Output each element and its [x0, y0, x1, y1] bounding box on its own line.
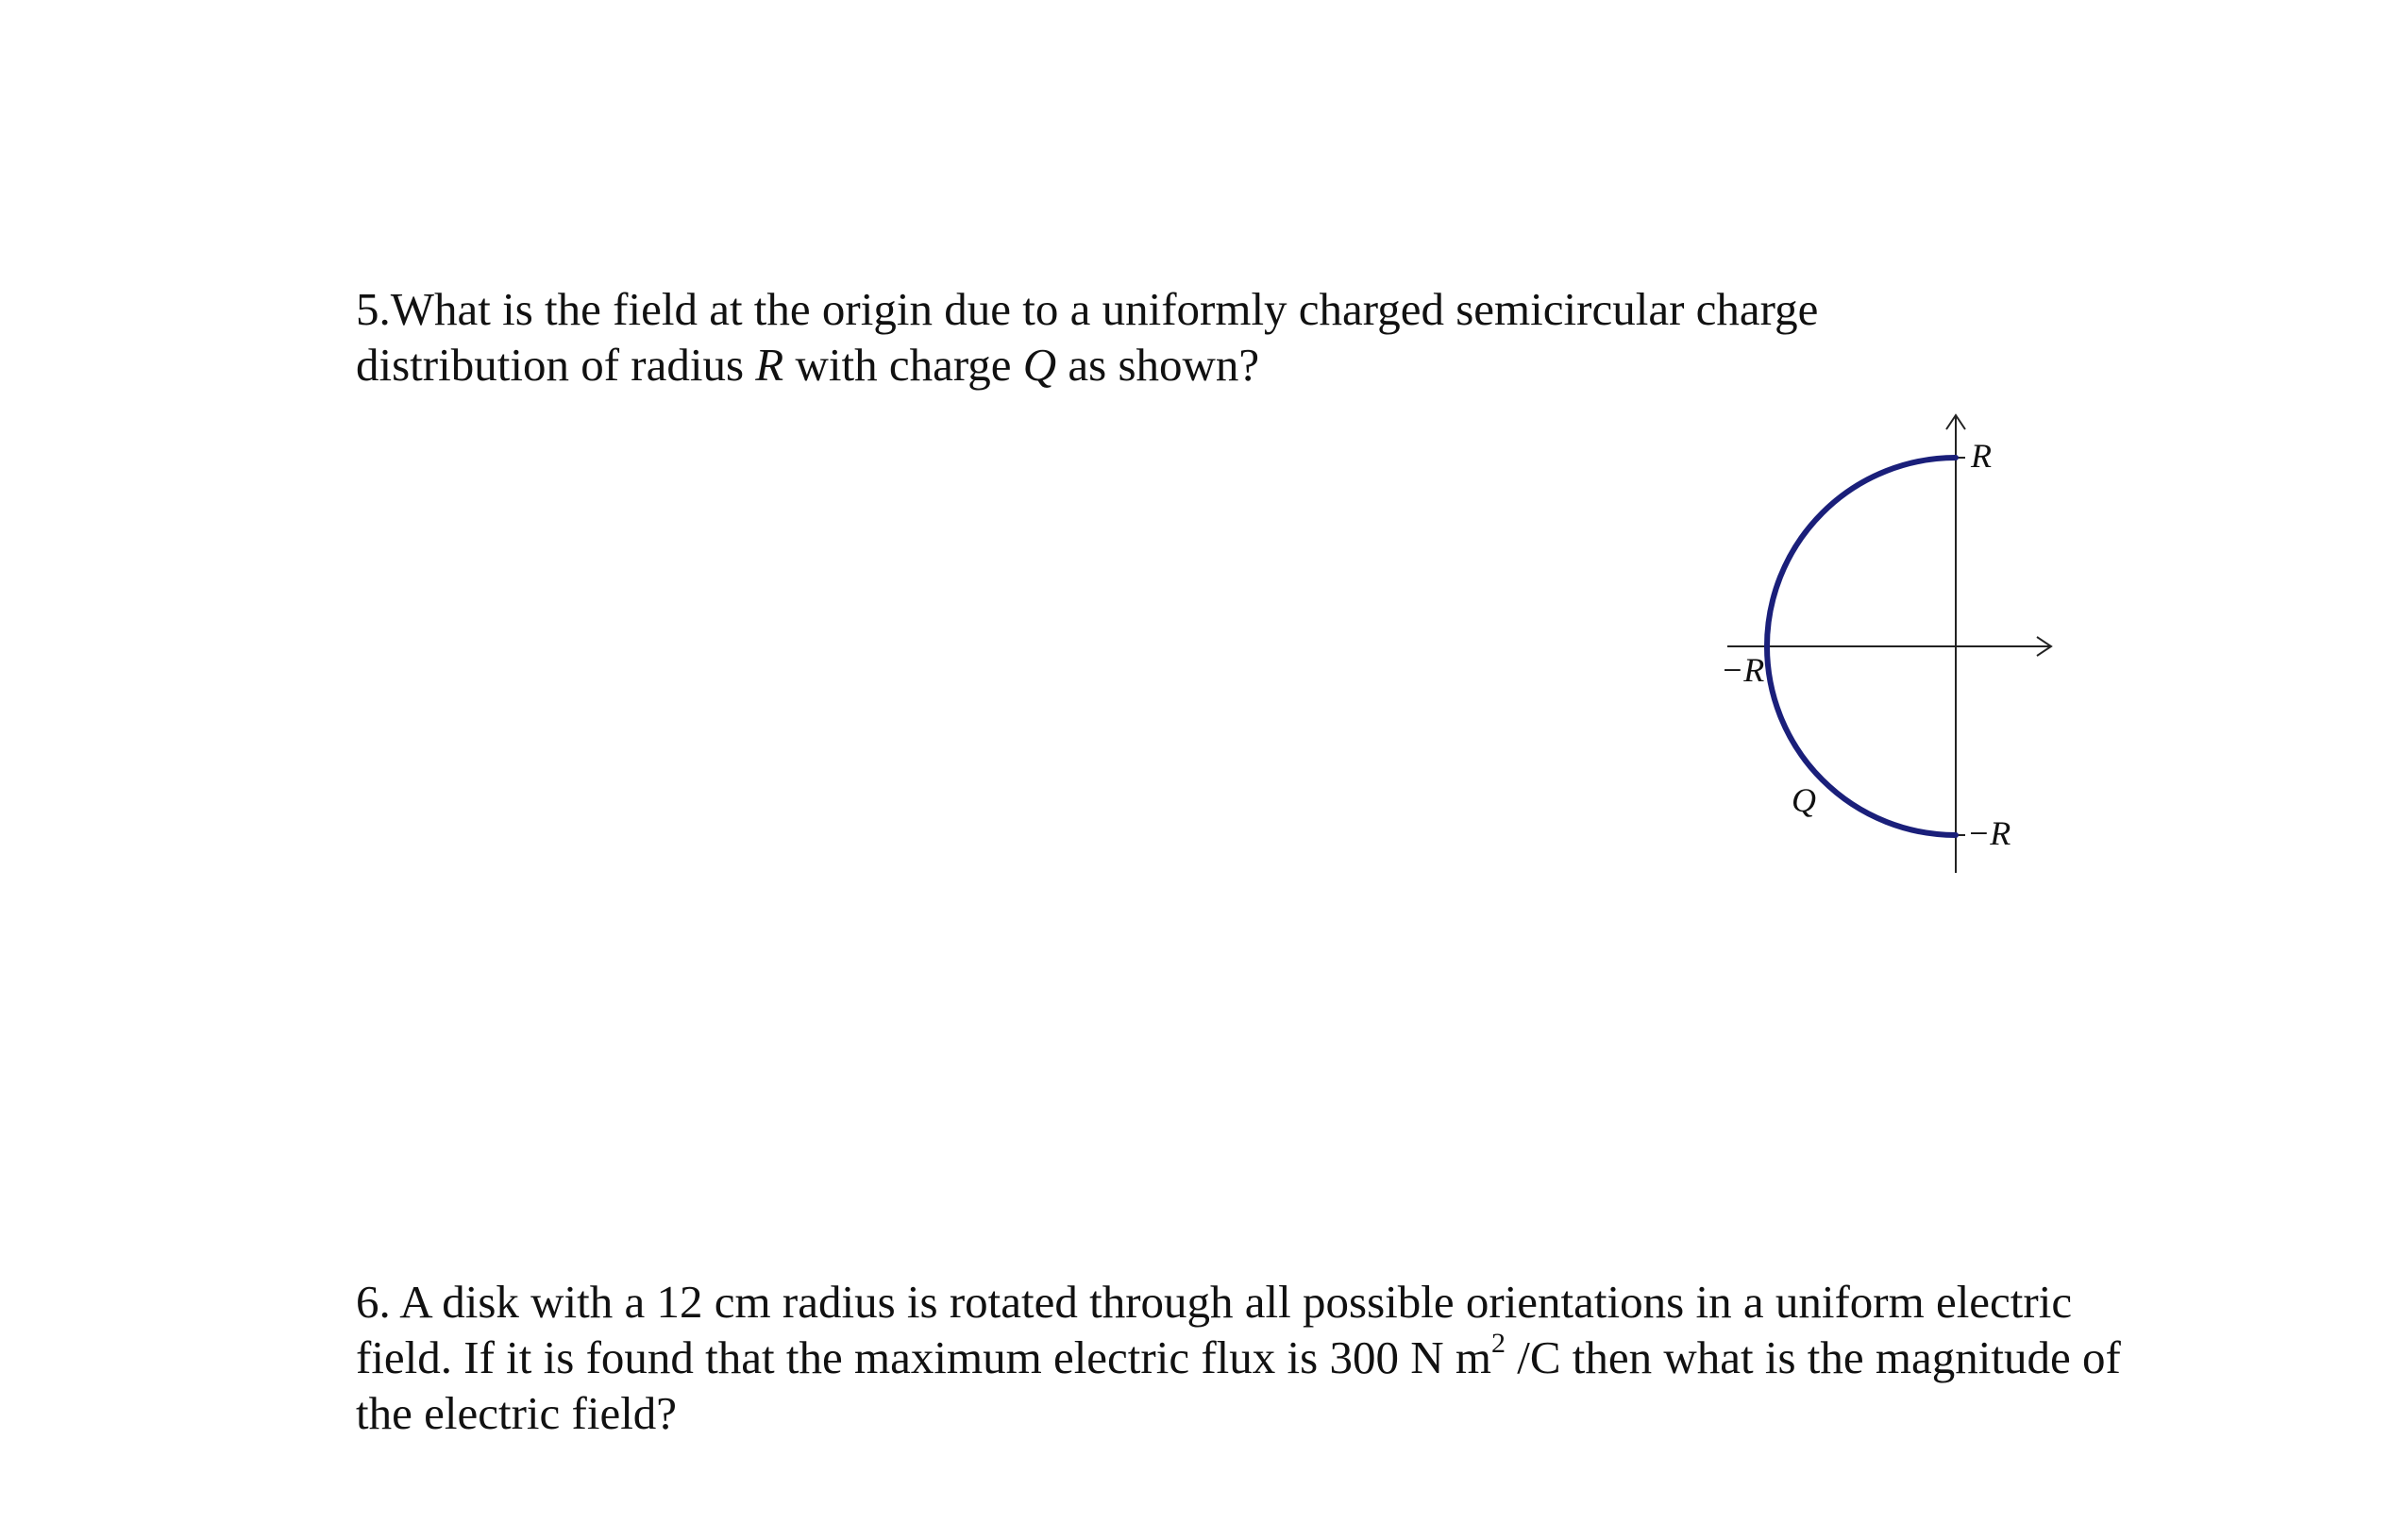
question-5-number: 5.	[356, 283, 391, 335]
question-5-text-c: as shown?	[1056, 339, 1260, 391]
exponent: 2	[1490, 1328, 1506, 1359]
question-5	[356, 281, 1960, 393]
label-r-top: R	[1971, 437, 1992, 475]
label-charge-q: Q	[1792, 781, 1816, 819]
variable-r: R	[755, 339, 784, 391]
question-5-text-b: with charge	[783, 339, 1023, 391]
question-5-text-a: What is the field at the origin due to a uniformly charged semicircular charge distribution of radius	[356, 283, 1819, 391]
semicircle-charge-diagram	[1680, 396, 2077, 887]
question-6-text-a: A disk with a 12 cm radius is rotated through all possible orientations in a uniform electric field. If it is found that the maximum electric flux is 300 N m	[356, 1276, 2073, 1383]
question-6	[356, 1274, 2149, 1441]
label-neg-r-left: −R	[1721, 651, 1765, 689]
question-6-text-b: /C then what is the magnitude of the electric field?	[356, 1331, 2121, 1439]
question-6-number: 6.	[356, 1276, 391, 1328]
variable-q: Q	[1022, 339, 1057, 391]
label-neg-r-bottom: −R	[1967, 814, 2011, 852]
